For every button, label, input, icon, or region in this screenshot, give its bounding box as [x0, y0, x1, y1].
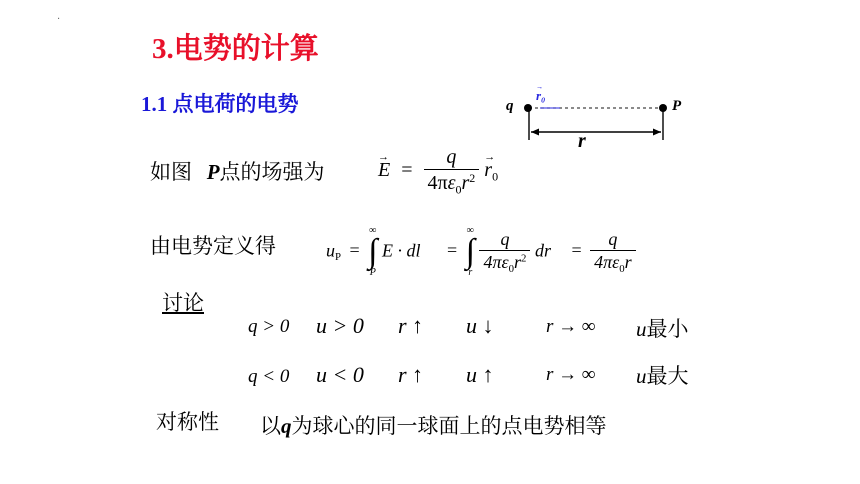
discussion-row-positive-sign: u > 0 [316, 313, 364, 338]
discussion-row-positive-r-trend: r ↑ [398, 313, 424, 338]
section-subtitle: 1.1 点电荷的电势 [141, 92, 299, 116]
discussion-row-negative-u-trend: u ↑ [466, 362, 494, 387]
diagram-p-label: P [672, 98, 682, 114]
diagram-r-label: r [578, 130, 586, 152]
point-charge-diagram [500, 80, 700, 155]
discussion-row-positive-cond: q > 0 [248, 316, 290, 337]
discussion-row-positive-u-trend: u ↓ [466, 313, 494, 338]
field-label: 如图 P点的场强为 [150, 160, 325, 184]
discussion-row-negative-r-trend: r ↑ [398, 362, 424, 387]
r-arrowhead-left [531, 129, 539, 136]
r-arrowhead-right [653, 129, 661, 136]
definition-equation: $u_P$ = ∞ ∫ P E · dl = ∞ ∫ r $\frac{q}{4\pi\varepsilon_0r^2}$ dr = $\frac{q}{4\pi\varepsilon_0r}$ [326, 226, 636, 278]
discussion-row-positive-extreme: u最小 [636, 317, 689, 341]
definition-label: 由电势定义得 [150, 234, 276, 258]
symmetry-label: 对称性 [156, 410, 219, 434]
discussion-row-negative-sign: u < 0 [316, 362, 364, 387]
discussion-label: 讨论 [162, 291, 204, 315]
discussion-row-negative-limit: r → ∞ [546, 364, 596, 385]
charge-q-dot [524, 104, 532, 112]
dot-mark: · [57, 14, 61, 25]
discussion-row-positive-limit: r → ∞ [546, 316, 596, 337]
diagram-r0-label: → $r_0$ [536, 88, 545, 105]
symmetry-statement: 以q为球心的同一球面上的点电势相等 [260, 414, 607, 438]
page-title: 3.电势的计算 [152, 33, 319, 65]
diagram-q-label: q [506, 98, 514, 114]
point-p-dot [659, 104, 667, 112]
field-equation: → E = $\frac{q}{4\pi\varepsilon_0r^2}$ → $r_0$ [378, 146, 498, 197]
discussion-row-negative-extreme: u最大 [636, 364, 689, 388]
discussion-row-negative-cond: q < 0 [248, 366, 290, 387]
